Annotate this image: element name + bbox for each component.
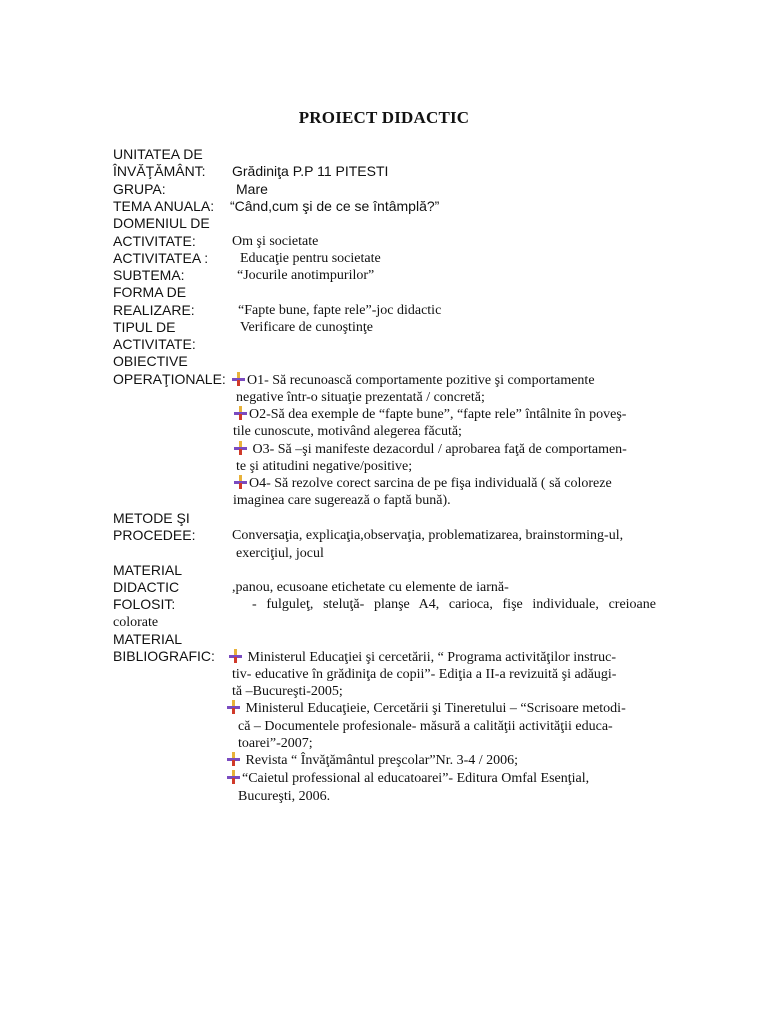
label-obiective-line2: OPERAŢIONALE: (113, 371, 226, 387)
colored-cross-bullet-icon (231, 372, 245, 386)
value-tipul: Verificare de cunoştinţe (240, 320, 373, 335)
bibliography-item2-line3: toarei”-2007; (238, 736, 313, 751)
label-bibliografic-line2: BIBLIOGRAFIC: (113, 648, 215, 664)
label-domeniul-line2: ACTIVITATE: (113, 233, 196, 249)
material-line3: colorate (113, 615, 159, 630)
colored-cross-bullet-icon (226, 770, 240, 784)
bibliography-item2-line2: că – Documentele profesionale- măsură a calităţii activităţii educa- (238, 719, 613, 734)
colored-cross-bullet-icon (233, 406, 247, 420)
label-tipul-line1: TIPUL DE (113, 319, 176, 335)
objective-o3-line2: te şi atitudini negative/positive; (236, 459, 413, 474)
colored-cross-bullet-icon (226, 752, 240, 766)
objective-o2-text: O2-Să dea exemple de “fapte bune”, “fapte rele” întâlnite în poveş- (249, 407, 627, 422)
value-unitatea: Grădiniţa P.P 11 PITESTI (232, 163, 389, 179)
objective-o1-text: O1- Să recunoască comportamente pozitive şi comportamente (247, 373, 595, 388)
bibliography-item1-text: Ministerul Educaţiei şi cercetării, “ Programa activităţilor instruc- (244, 650, 617, 665)
bibliography-item4-line1 (226, 770, 589, 787)
value-tema: “Când,cum şi de ce se întâmplă?” (230, 198, 440, 214)
material-line1: ,panou, ecusoane etichetate cu elemente de iarnă- (232, 580, 509, 595)
colored-cross-bullet-icon (233, 441, 247, 455)
methods-line1: Conversaţia, explicaţia,observaţia, problematizarea, brainstorming-ul, (232, 528, 624, 543)
label-tema: TEMA ANUALA: (113, 198, 215, 214)
material-line2-text: - fulguleţ, steluţă- planşe A4, carioca, fişe individuale, creioane (252, 597, 656, 612)
objective-o4-line2: imaginea care sugerează o faptă bună). (233, 493, 451, 508)
label-unitatea-line1: UNITATEA DE (113, 146, 203, 162)
label-unitatea-line2: ÎNVĂŢĂMÂNT: (113, 163, 206, 179)
label-material-line3: FOLOSIT: (113, 596, 176, 612)
objective-o1-line2: negative într-o situaţie prezentată / concretă; (236, 390, 485, 405)
objective-o2-line2: tile cunoscute, motivând alegerea făcută; (233, 424, 462, 439)
bibliography-item3-text: Revista “ Învăţământul preşcolar”Nr. 3-4 / 2006; (242, 753, 519, 768)
colored-cross-bullet-icon (228, 649, 242, 663)
objective-o4-line1 (233, 475, 612, 492)
label-tipul-line2: ACTIVITATE: (113, 336, 196, 352)
value-subtema: “Jocurile anotimpurilor” (237, 268, 375, 283)
bibliography-item3-line1 (226, 752, 518, 769)
bibliography-item4-text: “Caietul professional al educatoarei”- Editura Omfal Esenţial, (242, 771, 590, 786)
label-metode-line2: PROCEDEE: (113, 527, 196, 543)
label-material-line2: DIDACTIC (113, 579, 180, 595)
label-obiective-line1: OBIECTIVE (113, 353, 188, 369)
methods-line2: exerciţiul, jocul (236, 546, 324, 561)
label-material-line1: MATERIAL (113, 562, 182, 578)
material-line2 (230, 596, 656, 613)
label-grupa: GRUPA: (113, 181, 166, 197)
label-forma-line1: FORMA DE (113, 284, 187, 300)
label-metode-line1: METODE ŞI (113, 510, 190, 526)
objective-o3-line1 (233, 441, 627, 458)
value-forma: “Fapte bune, fapte rele”-joc didactic (238, 303, 442, 318)
label-forma-line2: REALIZARE: (113, 302, 195, 318)
label-subtema: SUBTEMA: (113, 267, 185, 283)
document-title: PROIECT DIDACTIC (298, 108, 470, 127)
colored-cross-bullet-icon (226, 700, 240, 714)
bibliography-item4-line2: Bucureşti, 2006. (238, 789, 331, 804)
bibliography-item2-text: Ministerul Educaţieie, Cercetării şi Tineretului – “Scrisoare metodi- (242, 701, 626, 716)
label-bibliografic-line1: MATERIAL (113, 631, 182, 647)
label-domeniul-line1: DOMENIUL DE (113, 215, 210, 231)
value-grupa: Mare (236, 181, 268, 197)
value-activitatea: Educaţie pentru societate (240, 251, 381, 266)
objective-o1-line1 (231, 372, 595, 389)
bibliography-item2-line1 (226, 700, 626, 717)
objective-o3-text: O3- Să –şi manifeste dezacordul / aprobarea faţă de comportamen- (249, 442, 627, 457)
label-activitatea: ACTIVITATEA : (113, 250, 209, 266)
bibliography-item1-line2: tiv- educative în grădiniţa de copii”- Ediţia a II-a revizuită şi adăugi- (232, 667, 617, 682)
objective-o2-line1 (233, 406, 626, 423)
colored-cross-bullet-icon (233, 475, 247, 489)
bibliography-item1-line1 (228, 649, 616, 666)
objective-o4-text: O4- Să rezolve corect sarcina de pe fişa individuală ( să coloreze (249, 476, 612, 491)
value-domeniul: Om şi societate (232, 234, 319, 249)
bibliography-item1-line3: tă –Bucureşti-2005; (232, 684, 343, 699)
